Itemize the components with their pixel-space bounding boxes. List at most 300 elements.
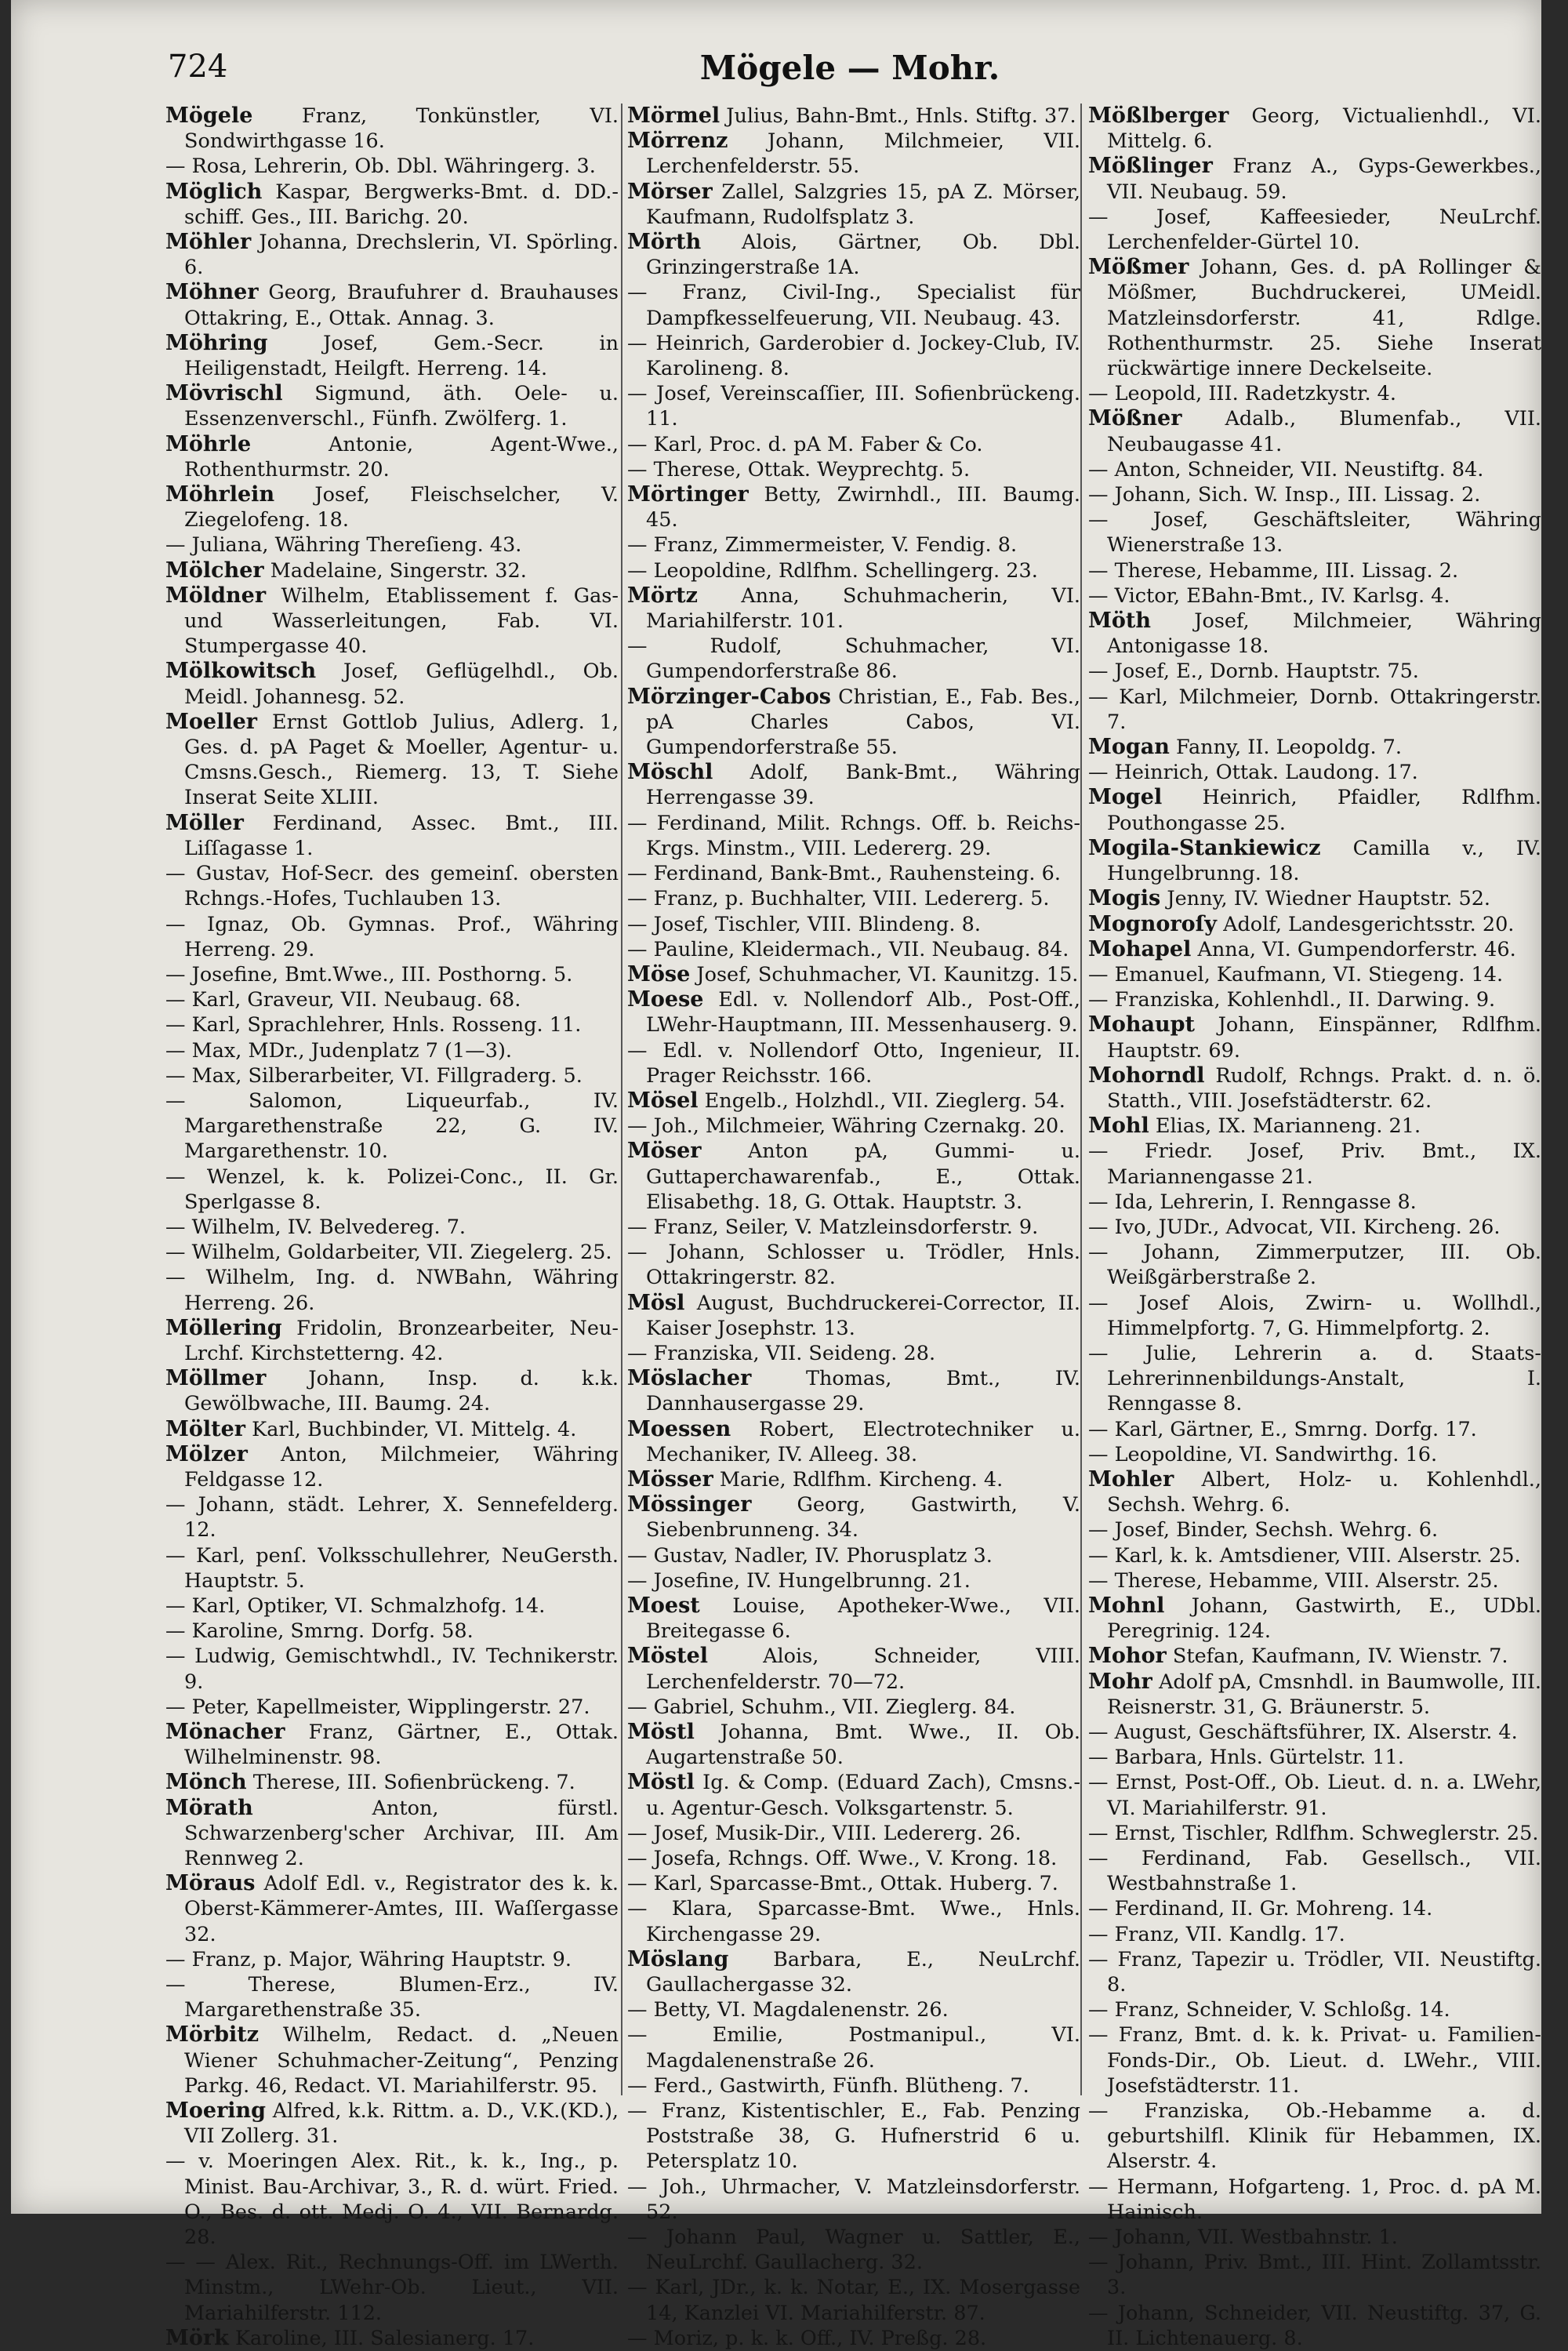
entry-details: — Josef, E., Dornb. Hauptstr. 75. [1088,660,1419,684]
entry-details: Franz, Tonkünstler, VI. Sondwirthgasse 16. [184,104,619,154]
directory-entry [1088,2022,1541,2098]
entry-details: Kaspar, Bergwerks-Bmt. d. DD.-schiff. Ges., III. Barichg. 20. [184,180,619,229]
directory-entry [627,1947,1080,1997]
entry-surname: Mörath [165,1795,253,1820]
directory-entry [1088,1770,1541,1820]
entry-details: — Karl, Graveur, VII. Neubaug. 68. [165,988,521,1012]
directory-entry [165,1165,619,1215]
entry-details: — Karl, JDr., k. k. Notar, E., IX. Mosergasse 14, Kanzlei VI. Mariahilferstr. 87. [627,2276,1080,2325]
directory-entry [1088,836,1541,886]
entry-surname: Mörk [165,2325,229,2350]
entry-surname: Möstel [627,1644,709,1669]
directory-entry [1088,154,1541,204]
entry-details: Georg, Gastwirth, V. Siebenbrunneng. 34. [646,1493,1080,1543]
entry-details: Alois, Gärtner, Ob. Dbl. Grinzingerstraße 1A. [646,231,1080,280]
directory-entry [1088,1593,1541,1644]
entry-details: Wilhelm, Redact. d. „Neuen Wiener Schuhmacher-Zeitung“, Penzing Parkg. 46, Redact. VI. Mariahilferstr. 95. [184,2023,619,2098]
entry-details: — Therese, Blumen-Erz., IV. Margarethenstraße 35. [165,1973,619,2022]
directory-entry [1088,609,1541,659]
entry-details: Albert, Holz- u. Kohlenhdl., Sechsh. Wehrg. 6. [1107,1467,1541,1517]
directory-entry [1088,659,1541,684]
directory-entry [627,1896,1080,1946]
directory-entry [627,1871,1080,1896]
directory-entry [1088,2225,1541,2250]
directory-entry [627,1114,1080,1139]
directory-entry [165,432,619,482]
directory-entry [1088,1063,1541,1114]
directory-entry [627,1366,1080,1416]
entry-details: — Julie, Lehrerin a. d. Staats-Lehrerinnenbildungs-Anstalt, I. Renngasse 8. [1088,1341,1541,1416]
directory-entry [1088,760,1541,785]
entry-details: Antonie, Agent-Wwe., Rothenthurmstr. 20. [184,432,619,481]
directory-entry [1088,962,1541,987]
directory-entry [1088,2175,1541,2225]
directory-entry [627,2225,1080,2275]
directory-entry [1088,1997,1541,2022]
entry-details: — Leopoldine, Rdlfhm. Schellingerg. 23. [627,558,1038,583]
directory-entry [165,558,619,583]
entry-details: — Ernst, Post-Off., Ob. Lieut. d. n. a. LWehr, VI. Mariahilferstr. 91. [1088,1771,1541,1820]
entry-details: — Wilhelm, Goldarbeiter, VII. Ziegelerg. 25. [165,1241,612,1265]
directory-entry [627,1467,1080,1492]
directory-entry [627,1088,1080,1114]
directory-entry [1088,1745,1541,1770]
entry-details: — Karl, Milchmeier, Dornb. Ottakringerstr. 7. [1088,685,1541,734]
directory-entry [165,1947,619,1972]
entry-surname: Mohler [1088,1466,1174,1492]
entry-details: — Karoline, Smrng. Dorfg. 58. [165,1619,474,1644]
directory-entry [627,2073,1080,2098]
directory-entry [1088,1190,1541,1215]
entry-surname: Mörrenz [627,129,728,154]
directory-entry [627,432,1080,457]
directory-entry [165,1442,619,1492]
directory-entry [1088,1896,1541,1921]
entry-surname: Möglich [165,179,263,204]
directory-entry [627,1139,1080,1215]
directory-entry [165,1366,619,1416]
entry-details: — Franz, Seiler, V. Matzleinsdorferstr. 9. [627,1215,1039,1239]
entry-details: Fanny, II. Leopoldg. 7. [1176,736,1403,760]
entry-surname: Mösl [627,1290,685,1315]
directory-entry [1088,507,1541,558]
directory-entry [1088,482,1541,507]
directory-entry [627,685,1080,761]
directory-entry [165,1063,619,1088]
entry-surname: Mögele [165,104,253,128]
directory-entry [165,1720,619,1770]
entry-surname: Mörth [627,230,702,255]
directory-entry [1088,1947,1541,1997]
entry-details: Ernst Gottlob Julius, Adlerg. 1, Ges. d. pA Paget & Moeller, Agentur- u. Cmsns.Gesch., Riemerg. 13, T. Siehe Inserat Seite XLIII. [184,710,619,810]
directory-entry [165,1417,619,1442]
directory-entry [165,230,619,280]
entry-details: Johanna, Drechslerin, VI. Spörling. 6. [184,231,619,280]
directory-entry [165,1265,619,1315]
entry-details: — Emilie, Postmanipul., VI. Magdalenenstraße 26. [627,2023,1080,2073]
entry-details: — Josef, Tischler, VIII. Blindeng. 8. [627,912,981,936]
entry-details: Stefan, Kaufmann, IV. Wienstr. 7. [1172,1644,1508,1669]
entry-details: — Johann, Sich. W. Insp., III. Lissag. 2. [1088,483,1481,507]
entry-details: Franz, Gärtner, E., Ottak. Wilhelminenstr. 98. [184,1721,619,1770]
directory-entry [1088,104,1541,154]
entry-details: — Victor, EBahn-Bmt., IV. Karlsg. 4. [1088,583,1450,608]
entry-surname: Mößlberger [1088,104,1229,128]
entry-details: — Ferdinand, II. Gr. Mohreng. 14. [1088,1897,1433,1921]
entry-surname: Mohor [1088,1644,1167,1669]
entry-details: Alois, Schneider, VIII. Lerchenfelderstr. 70—72. [646,1644,1080,1694]
directory-entry [1088,2301,1541,2351]
directory-entry [627,937,1080,962]
entry-details: — Josefa, Rchngs. Off. Wwe., V. Krong. 18. [627,1847,1058,1871]
entry-details: — Rosa, Lehrerin, Ob. Dbl. Währingerg. 3. [165,154,596,179]
entry-surname: Möhrlein [165,482,275,507]
directory-entry [165,1240,619,1265]
entry-details: Wilhelm, Etablissement f. Gas- und Wasserleitungen, Fab. VI. Stumpergasse 40. [184,583,619,659]
directory-entry [165,180,619,230]
directory-entry [1088,1291,1541,1341]
entry-surname: Mohnl [1088,1593,1165,1618]
entry-details: Heinrich, Pfaidler, Rdlfhm. Pouthongasse 25. [1107,786,1541,835]
directory-entry [1088,987,1541,1012]
entry-details: — Karl, Proc. d. pA M. Faber & Co. [627,432,983,456]
directory-entry [627,2326,1080,2351]
entry-details: — Franz, Bmt. d. k. k. Privat- u. Familien-Fonds-Dir., Ob. Lieut. d. LWehr., VIII. Josefstädterstr. 11. [1088,2023,1541,2098]
directory-entry [627,1038,1080,1088]
directory-entry [165,1644,619,1694]
directory-page [11,0,1542,2350]
entry-details: — Johann Paul, Wagner u. Sattler, E., NeuLrchf. Gaullacherg. 32. [627,2226,1080,2275]
entry-surname: Mörzinger-Cabos [627,684,831,709]
entry-details: — Franz, Kistentischler, E., Fab. Penzing Poststraße 38, G. Hufnerstrid 6 u. Petersplatz 10. [627,2099,1080,2174]
directory-entry [1088,381,1541,406]
page-header [168,49,1532,96]
entry-details: — Karl, Sparcasse-Bmt., Ottak. Huberg. 7. [627,1872,1058,1896]
entry-details: Robert, Electrotechniker u. Mechaniker, IV. Alleeg. 38. [646,1417,1080,1466]
entry-details: — Therese, Ottak. Weyprechtg. 5. [627,457,971,481]
directory-entry [1088,1821,1541,1846]
entry-surname: Mönch [165,1770,247,1795]
directory-entry [627,1543,1080,1568]
directory-entry [1088,583,1541,609]
directory-entry [165,280,619,330]
entry-details: — Karl, Optiker, VI. Schmalzhofg. 14. [165,1593,546,1618]
entry-surname: Möser [627,1139,702,1164]
directory-entry [627,331,1080,381]
directory-entry [627,558,1080,583]
entry-details: — Josef, Musik-Dir., VIII. Ledererg. 26. [627,1821,1022,1845]
column-2 [627,104,1081,2350]
entry-surname: Möstl [627,1770,695,1795]
entry-details: Sigmund, äth. Oele- u. Essenzenverschl., Fünfh. Zwölferg. 1. [184,382,619,431]
directory-entry [627,1997,1080,2022]
entry-details: Johann, Milchmeier, VII. Lerchenfelderstr. 55. [646,129,1080,179]
directory-entry [165,1770,619,1795]
entry-details: Barbara, E., NeuLrchf. Gaullachergasse 32. [646,1947,1081,1997]
entry-details: Josef, Geflügelhdl., Ob. Meidl. Johannesg. 52. [184,660,619,709]
entry-details: Adalb., Blumenfab., VII. Neubaugasse 41. [1107,407,1542,456]
directory-entry [627,1644,1080,1694]
directory-entry [165,1038,619,1063]
directory-entry [627,861,1080,886]
column-divider [621,104,622,2095]
entry-surname: Mössinger [627,1492,752,1517]
entry-details: — Johann, VII. Westbahnstr. 1. [1088,2226,1398,2250]
directory-entry [165,2022,619,2098]
entry-surname: Moeller [165,709,257,734]
entry-surname: Mölzer [165,1441,248,1466]
entry-details: — Josef, Geschäftsleiter, Währing Wienerstraße 13. [1088,508,1541,558]
entry-details: Johanna, Bmt. Wwe., II. Ob. Augartenstraße 50. [646,1721,1080,1770]
entry-details: — Ernst, Tischler, Rdlfhm. Schweglerstr. 25. [1088,1821,1539,1845]
entry-details: Adolf pA, Cmsnhdl. in Baumwolle, III. Reisnerstr. 31, G. Bräunerstr. 5. [1107,1670,1542,1719]
entry-surname: Mölkowitsch [165,659,317,684]
entry-details: — Gustav, Hof-Secr. des gemeinſ. obersten Rchngs.-Hofes, Tuchlauben 13. [165,862,619,911]
entry-surname: Möstl [627,1720,695,1744]
entry-details: — Ludwig, Gemischtwhdl., IV. Technikerstr. 9. [165,1644,619,1694]
entry-details: — Hermann, Hofgarteng. 1, Proc. d. pA M. Hainisch. [1088,2175,1541,2224]
entry-surname: Mogila-Stankiewicz [1088,835,1321,860]
directory-entry [627,583,1080,634]
entry-details: Engelb., Holzhdl., VII. Zieglerg. 54. [704,1088,1065,1113]
entry-surname: Mörmel [627,104,720,128]
entry-surname: Mörser [627,179,713,204]
entry-details: — Wenzel, k. k. Polizei-Conc., II. Gr. Sperlgasse 8. [165,1165,619,1214]
entry-details: Johann, Einspänner, Rdlfhm. Hauptstr. 69. [1107,1013,1541,1063]
directory-entry [1088,1846,1541,1896]
entry-details: — Ivo, JUDr., Advocat, VII. Kircheng. 26. [1088,1215,1501,1239]
directory-entry [1088,1467,1541,1517]
column-1 [165,104,619,2350]
entry-details: Edl. v. Nollendorf Alb., Post-Off., LWehr-Hauptmann, III. Messenhauserg. 9. [646,988,1080,1037]
entry-details: — Johann, Schlosser u. Trödler, Hnls. Ottakringerstr. 82. [627,1241,1080,1290]
entry-details: — Max, MDr., Judenplatz 7 (1—3). [165,1038,513,1063]
entry-surname: Mölter [165,1416,246,1441]
directory-entry [1088,912,1541,937]
directory-entry [1088,1139,1541,1189]
directory-entry [627,381,1080,431]
directory-entry [165,912,619,962]
entry-details: Betty, Zwirnhdl., III. Baumg. 45. [646,483,1080,532]
entry-details: Camilla v., IV. Hungelbrunng. 18. [1107,836,1541,886]
directory-entry [627,1417,1080,1467]
entry-surname: Mösel [627,1088,699,1113]
entry-details: Adolf Edl. v., Registrator des k. k. Oberst-Kämmerer-Amtes, III. Waſſergasse 32. [184,1872,619,1946]
entry-surname: Möslacher [627,1366,752,1391]
entry-details: Franz A., Gyps-Gewerkbes., VII. Neubaug. 59. [1107,154,1541,204]
entry-details: Josef, Schuhmacher, VI. Kaunitzg. 15. [696,962,1079,987]
directory-entry [165,2149,619,2250]
directory-entry [1088,785,1541,835]
directory-entry [627,634,1080,684]
entry-details: — Ferdinand, Bank-Bmt., Rauhensteing. 6. [627,862,1061,886]
directory-entry [165,1871,619,1947]
entry-details: Christian, E., Fab. Bes., pA Charles Cabos, VI. Gumpendorferstraße 55. [646,685,1080,760]
directory-entry [1088,886,1541,911]
directory-entry [1088,1240,1541,1290]
entry-surname: Mogel [1088,785,1163,810]
directory-entry [1088,406,1541,456]
directory-entry [165,381,619,431]
directory-entry [1088,735,1541,760]
directory-entry [165,962,619,987]
page-title: Mögele — Mohr. [699,49,1000,87]
directory-entry [1088,205,1541,255]
directory-entry [627,1720,1080,1770]
directory-entry [165,1215,619,1240]
entry-details: Alfred, k.k. Rittm. a. D., V.K.(KD.), VII Zollerg. 31. [184,2099,619,2149]
entry-details: Zallel, Salzgries 15, pA Z. Mörser, Kaufmann, Rudolfsplatz 3. [646,180,1081,229]
directory-entry [165,1796,619,1872]
directory-entry [627,482,1080,532]
entry-details: Anna, Schuhmacherin, VI. Mariahilferstr. 101. [646,583,1080,634]
directory-entry [1088,1568,1541,1593]
entry-details: Johann, Ges. d. pA Rollinger & Mößmer, Buchdruckerei, UMeidl. Matzleinsdorferstr. 41, Rdlge. Rothenthurmstr. 25. Siehe Inserat rückwärtige innere Deckelseite. [1107,256,1542,381]
entry-details: — Wilhelm, IV. Belvedereg. 7. [165,1215,466,1239]
entry-details: Anton, fürstl. Schwarzenberg'scher Archivar, III. Am Rennweg 2. [184,1796,619,1871]
entry-details: — Anton, Schneider, VII. Neustiftg. 84. [1088,457,1484,481]
directory-entry [1088,1114,1541,1139]
entry-details: — Klara, Sparcasse-Bmt. Wwe., Hnls. Kirchengasse 29. [627,1897,1080,1946]
directory-entry [1088,1720,1541,1745]
directory-entry [165,1492,619,1543]
directory-entry [627,1291,1080,1341]
entry-details: August, Buchdruckerei-Corrector, II. Kaiser Josephstr. 13. [646,1291,1080,1340]
directory-entry [627,1341,1080,1366]
entry-details: Rudolf, Rchngs. Prakt. d. n. ö. Statth., VIII. Josefstädterstr. 62. [1107,1063,1541,1113]
directory-entry [165,2250,619,2326]
entry-details: Marie, Rdlfhm. Kircheng. 4. [719,1467,1004,1492]
entry-details: — August, Geschäftsführer, IX. Alserstr. 4. [1088,1721,1518,1744]
directory-entry [627,2098,1080,2175]
entry-details: — Emanuel, Kaufmann, VI. Stiegeng. 14. [1088,962,1504,987]
entry-surname: Mößlinger [1088,154,1213,179]
entry-details: Ig. & Comp. (Eduard Zach), Cmsns.- u. Agentur-Gesch. Volksgartenstr. 5. [646,1771,1080,1820]
entry-details: — Johann, städt. Lehrer, X. Sennefelderg. 12. [165,1493,619,1543]
entry-surname: Mohr [1088,1669,1152,1694]
directory-entry [1088,1517,1541,1543]
entry-details: Josef, Gem.-Secr. in Heiligenstadt, Heilgft. Herreng. 14. [184,331,619,381]
entry-details: — Josef, Kaffeesieder, NeuLrchf. Lerchenfelder-Gürtel 10. [1088,205,1541,255]
entry-details: Jenny, IV. Wiedner Hauptstr. 52. [1167,887,1491,911]
directory-entry [165,532,619,558]
entry-details: — Peter, Kapellmeister, Wipplingerstr. 27. [165,1695,590,1719]
entry-details: Johann, Insp. d. k.k. Gewölbwache, III. Baumg. 24. [184,1367,619,1416]
directory-entry [165,482,619,532]
entry-details: Fridolin, Bronzearbeiter, Neu-Lrchf. Kirchstetterng. 42. [184,1316,619,1365]
directory-entry [627,129,1080,179]
directory-entry [165,2098,619,2149]
entry-details: Georg, Victualienhdl., VI. Mittelg. 6. [1107,104,1541,154]
entry-details: Johann, Gastwirth, E., UDbl. Peregrinig. 124. [1107,1593,1542,1644]
column-3 [1088,104,1542,2350]
entry-details: — Franz, Civil-Ing., Specialist für Dampfkesselfeuerung, VII. Neubaug. 43. [627,281,1080,330]
entry-details: — Josef Alois, Zwirn- u. Wollhdl., Himmelpfortg. 7, G. Himmelpfortg. 2. [1088,1291,1541,1340]
entry-details: — Heinrich, Garderobier d. Jockey-Club, IV. Karolineng. 8. [627,331,1080,381]
entry-details: Josef, Milchmeier, Währing Antonigasse 18. [1107,609,1542,659]
entry-details: — Heinrich, Ottak. Laudong. 17. [1088,761,1418,785]
directory-entry [1088,1670,1541,1720]
entry-details: Therese, III. Sofienbrückeng. 7. [252,1771,575,1795]
entry-details: Anton pA, Gummi- u. Guttaperchawarenfab., E., Ottak. Elisabethg. 18, G. Ottak. Hauptstr. 3. [646,1139,1081,1214]
entry-details: Adolf, Landesgerichtsstr. 20. [1223,912,1515,936]
entry-surname: Mößner [1088,406,1182,431]
entry-details: — Karl, Gärtner, E., Smrng. Dorfg. 17. [1088,1417,1477,1441]
entry-details: — Gustav, Nadler, IV. Phorusplatz 3. [627,1543,993,1568]
entry-details: Ferdinand, Assec. Bmt., III. Liſſagasse 1. [184,811,619,860]
directory-entry [165,811,619,861]
directory-entry [627,230,1080,280]
directory-entry [1088,558,1541,583]
directory-entry [627,2175,1080,2225]
directory-entry [627,962,1080,987]
entry-surname: Moering [165,2098,267,2124]
entry-details: — Pauline, Kleidermach., VII. Neubaug. 84. [627,937,1069,961]
directory-entry [1088,457,1541,482]
directory-entry [1088,1341,1541,1417]
entry-details: Adolf, Bank-Bmt., Währing Herrengasse 39. [646,761,1080,810]
directory-entry [165,861,619,911]
entry-details: Madelaine, Singerstr. 32. [270,558,527,583]
directory-entry [1088,685,1541,735]
entry-details: — Josef, Vereinscaſſier, III. Sofienbrückeng. 11. [627,382,1080,431]
entry-surname: Mohorndl [1088,1063,1205,1088]
directory-entry [627,1821,1080,1846]
entry-surname: Mörtinger [627,482,749,507]
entry-surname: Mösser [627,1466,713,1492]
directory-entry [627,104,1080,129]
entry-surname: Möldner [165,583,267,608]
entry-details: Georg, Braufuhrer d. Brauhauses Ottakring, E., Ottak. Annag. 3. [184,281,619,330]
directory-entry [1088,1417,1541,1442]
entry-surname: Möth [1088,609,1151,634]
directory-entry [627,2022,1080,2073]
entry-details: Thomas, Bmt., IV. Dannhausergasse 29. [646,1367,1081,1416]
entry-surname: Möschl [627,760,713,785]
directory-entry [165,1012,619,1037]
directory-entry [165,1316,619,1366]
entry-details: — Johann, Priv. Bmt., III. Hint. Zollamtsstr. 3. [1088,2251,1541,2300]
entry-details: — Franziska, Kohlenhdl., II. Darwing. 9. [1088,988,1496,1012]
entry-surname: Möller [165,810,244,835]
entry-details: — Joh., Uhrmacher, V. Matzleinsdorferstr. 52. [627,2175,1080,2224]
directory-entry [1088,2098,1541,2175]
directory-entry [627,1695,1080,1720]
directory-entry [627,1846,1080,1871]
directory-entry [165,1543,619,1593]
directory-entry [165,1088,619,1165]
entry-details: — Therese, Hebamme, III. Lissag. 2. [1088,558,1459,583]
entry-details: — — Alex. Rit., Rechnungs-Off. im LWerth. Minstm., LWehr-Ob. Lieut., VII. Mariahilferstr. 112. [165,2251,619,2325]
directory-entry [165,659,619,709]
directory-entry [165,331,619,381]
entry-details: — Josefine, IV. Hungelbrunng. 21. [627,1568,971,1593]
entry-details: — Franz, Tapezir u. Trödler, VII. Neustiftg. 8. [1088,1947,1541,1997]
entry-surname: Mohl [1088,1114,1149,1139]
entry-details: Elias, IX. Marianneng. 21. [1155,1114,1421,1139]
directory-entry [627,532,1080,558]
directory-entry [627,2275,1080,2325]
directory-entry [627,811,1080,861]
directory-entry [627,912,1080,937]
entry-details: — Karl, Sprachlehrer, Hnls. Rosseng. 11. [165,1013,582,1037]
entry-details: — Leopoldine, VI. Sandwirthg. 16. [1088,1442,1438,1466]
entry-details: — Ida, Lehrerin, I. Renngasse 8. [1088,1190,1417,1214]
directory-entry [1088,1922,1541,1947]
entry-details: — Friedr. Josef, Priv. Bmt., IX. Mariannengasse 21. [1088,1139,1541,1189]
directory-entry [627,1593,1080,1644]
entry-details: — Salomon, Liqueurfab., IV. Margarethenstraße 22, G. IV. Margarethenstr. 10. [165,1088,619,1164]
